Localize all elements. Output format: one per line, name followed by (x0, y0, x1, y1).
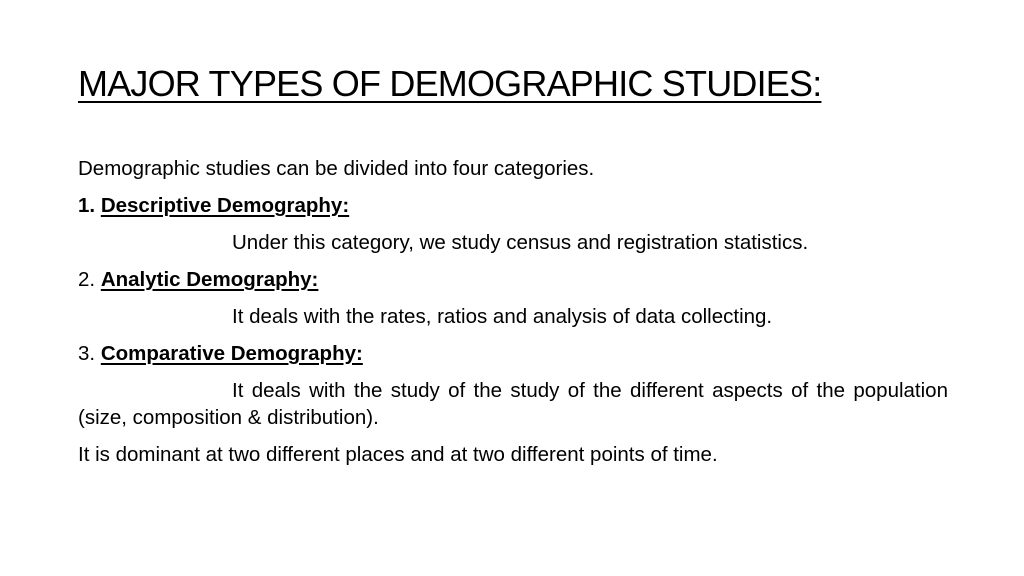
intro-text: Demographic studies can be divided into four categories. (78, 157, 595, 180)
item-description: Under this category, we study census and registration statistics. (232, 231, 809, 254)
item-description-justified (78, 372, 948, 436)
slide-title: MAJOR TYPES OF DEMOGRAPHIC STUDIES: (78, 63, 822, 104)
item-description: It deals with the rates, ratios and analysis of data collecting. (232, 305, 773, 328)
item-number: 1. (78, 194, 96, 217)
item-number: 3. (78, 342, 96, 365)
item-heading: Analytic Demography: (100, 268, 319, 291)
item-number: 2. (78, 268, 96, 291)
item-heading: Descriptive Demography: (100, 194, 350, 217)
item-heading: Comparative Demography: (100, 342, 363, 365)
slide-body (78, 150, 948, 473)
item-comparative (78, 335, 948, 372)
closing-text: It is dominant at two different places and at two different points of time. (78, 443, 718, 466)
item-analytic (78, 261, 948, 298)
item-description: It deals with the study of the study of the different aspects of the population (size, composition & distribution). (78, 379, 948, 429)
item-descriptive (78, 187, 948, 224)
